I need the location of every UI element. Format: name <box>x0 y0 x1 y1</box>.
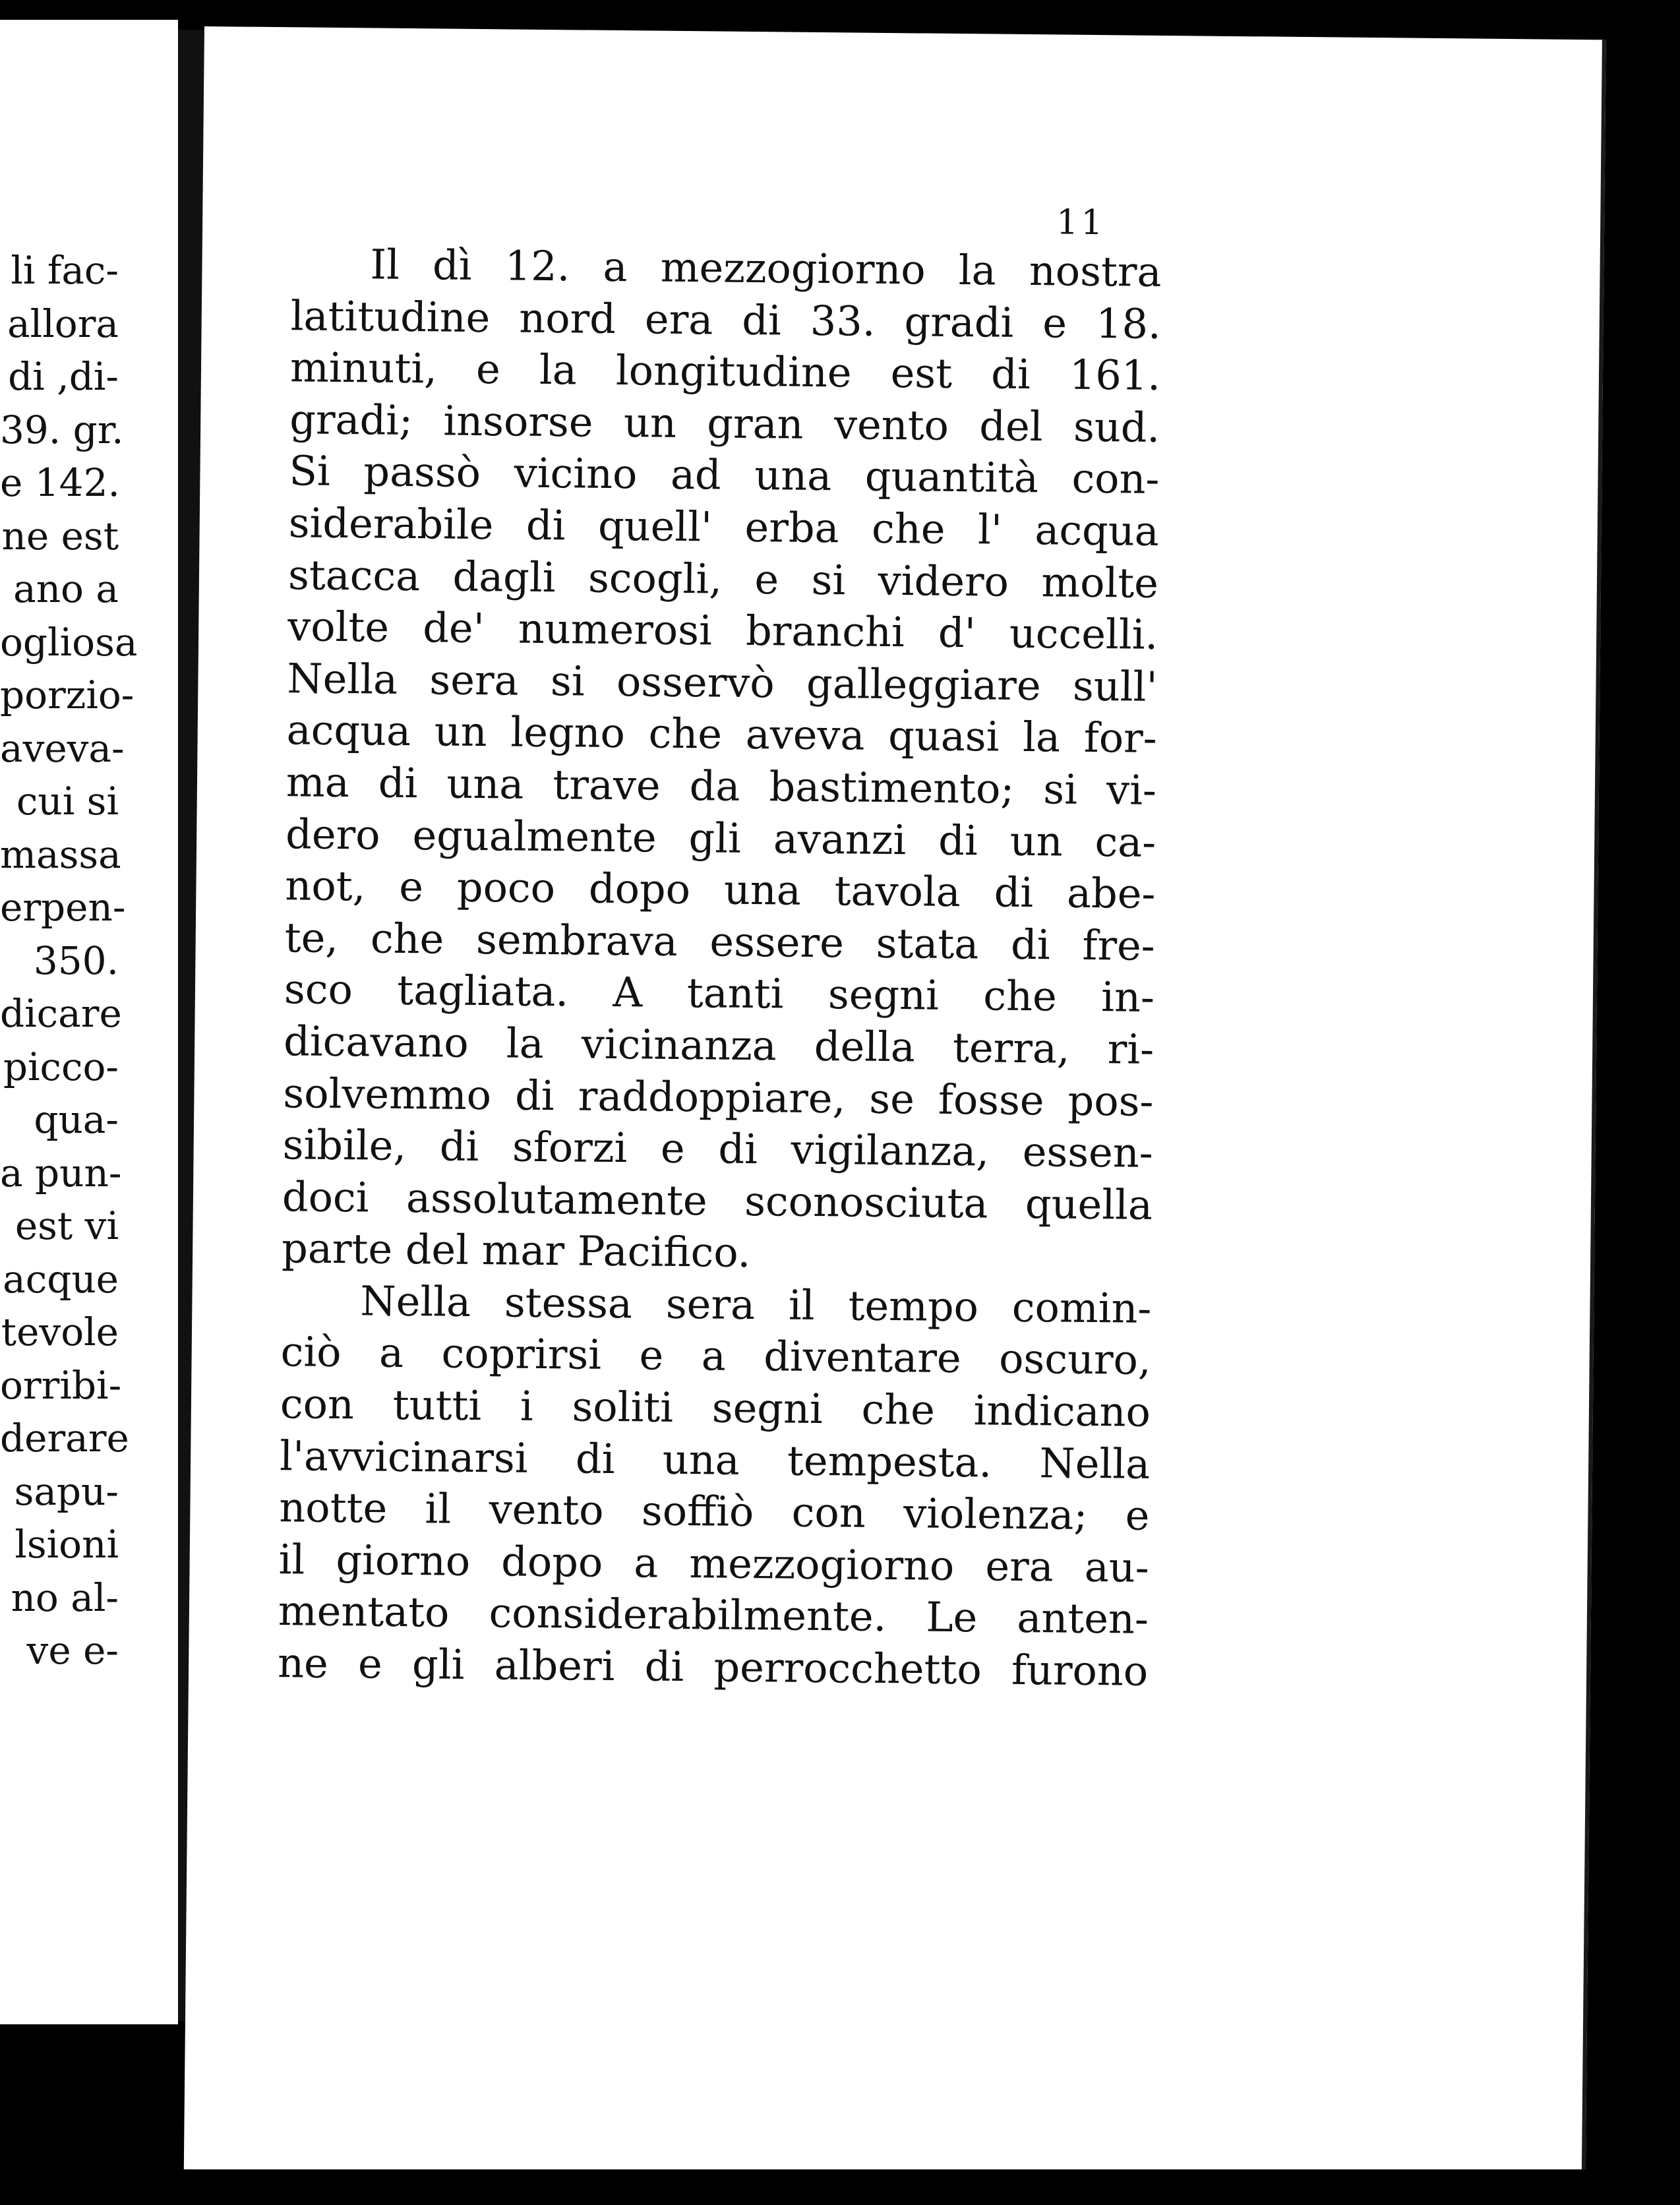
margin-fragment: porzio- <box>0 673 135 717</box>
text-line: volte de' numerosi branchi d' uccelli. <box>287 602 1158 659</box>
margin-fragment: ne est <box>1 513 119 559</box>
margin-fragment: derare <box>0 1416 129 1461</box>
text-line: ma di una trave da bastimento; si vi- <box>285 758 1157 814</box>
margin-fragment: picco- <box>3 1044 119 1089</box>
previous-page-text-fragments <box>0 244 178 1677</box>
margin-fragment: massa <box>0 831 121 877</box>
text-line: Il dì 12. a mezzogiorno la nostra <box>370 240 1162 296</box>
text-line: con tutti i soliti segni che indicano <box>280 1379 1151 1436</box>
margin-fragment: qua- <box>34 1097 119 1142</box>
scan-bottom-border <box>0 2169 1680 2205</box>
page-number: 11 <box>1056 202 1106 243</box>
margin-fragment: est vi <box>15 1203 119 1248</box>
text-line: minuti, e la longitudine est di 161. <box>289 343 1161 400</box>
margin-fragment: aveva- <box>0 725 125 771</box>
page-body-text <box>278 238 1162 1697</box>
margin-fragment: ogliosa <box>0 619 138 665</box>
text-line: solvemmo di raddoppiare, se fosse pos- <box>283 1068 1154 1126</box>
text-line: acqua un legno che aveva quasi la for- <box>286 706 1158 763</box>
previous-page-edge <box>0 20 178 2024</box>
text-line: not, e poco dopo una tavola di abe- <box>285 861 1156 919</box>
margin-fragment: orribi- <box>0 1362 122 1408</box>
book-page <box>184 26 1606 2183</box>
margin-fragment: erpen- <box>0 885 126 930</box>
margin-fragment: di ,di- <box>8 354 119 399</box>
text-line: siderabile di quell' erba che l' acqua <box>288 498 1160 555</box>
text-line: te, che sembrava essere stata di fre- <box>284 913 1156 970</box>
margin-fragment: no al- <box>11 1575 119 1620</box>
text-line: sco tagliata. A tanti segni che in- <box>284 965 1155 1022</box>
margin-fragment: sapu- <box>14 1468 119 1514</box>
margin-fragment: allora <box>7 301 119 346</box>
text-line: dero egualmente gli avanzi di un ca- <box>285 809 1156 866</box>
text-line: doci assolutamente sconosciuta quella <box>282 1172 1153 1229</box>
text-line: sibile, di sforzi e di vigilanza, essen- <box>282 1120 1154 1177</box>
text-line: notte il vento soffiò con violenza; e <box>279 1483 1150 1540</box>
margin-fragment: tevole <box>1 1310 119 1354</box>
text-line: latitudine nord era di 33. gradi e 18. <box>290 291 1162 348</box>
text-line: Nella stessa sera il tempo comin- <box>360 1277 1152 1333</box>
text-line: l'avvicinarsi di una tempesta. Nella <box>279 1431 1151 1488</box>
text-line: il giorno dopo a mezzogiorno era au- <box>278 1535 1149 1592</box>
margin-fragment: lsioni <box>15 1522 119 1567</box>
margin-fragment: 39. gr. <box>0 407 124 452</box>
margin-fragment: dicare <box>0 991 122 1036</box>
text-line: gradi; insorse un gran vento del sud. <box>289 395 1160 452</box>
margin-fragment: acque <box>3 1256 119 1302</box>
margin-fragment: a pun- <box>0 1150 122 1195</box>
margin-fragment: 350. <box>33 938 119 983</box>
text-line: mentato considerabilmente. Le anten- <box>278 1586 1149 1644</box>
margin-fragment: ano a <box>13 566 119 611</box>
margin-fragment: ve e- <box>26 1628 119 1673</box>
text-line: dicavano la vicinanza della terra, ri- <box>283 1017 1155 1073</box>
margin-fragment: li fac- <box>11 248 119 293</box>
text-line: Nella sera si osservò galleggiare sull' <box>287 654 1158 711</box>
text-line: ciò a coprirsi e a diventare oscuro, <box>280 1327 1151 1385</box>
text-line: parte del mar Pacifico. <box>281 1224 751 1277</box>
margin-fragment: cui si <box>16 779 119 824</box>
text-line: Si passò vicino ad una quantità con- <box>289 446 1160 504</box>
text-line: stacca dagli scogli, e si videro molte <box>287 550 1159 607</box>
margin-fragment: e 142. <box>0 460 120 505</box>
text-line: ne e gli alberi di perrocchetto furono <box>277 1639 1149 1695</box>
